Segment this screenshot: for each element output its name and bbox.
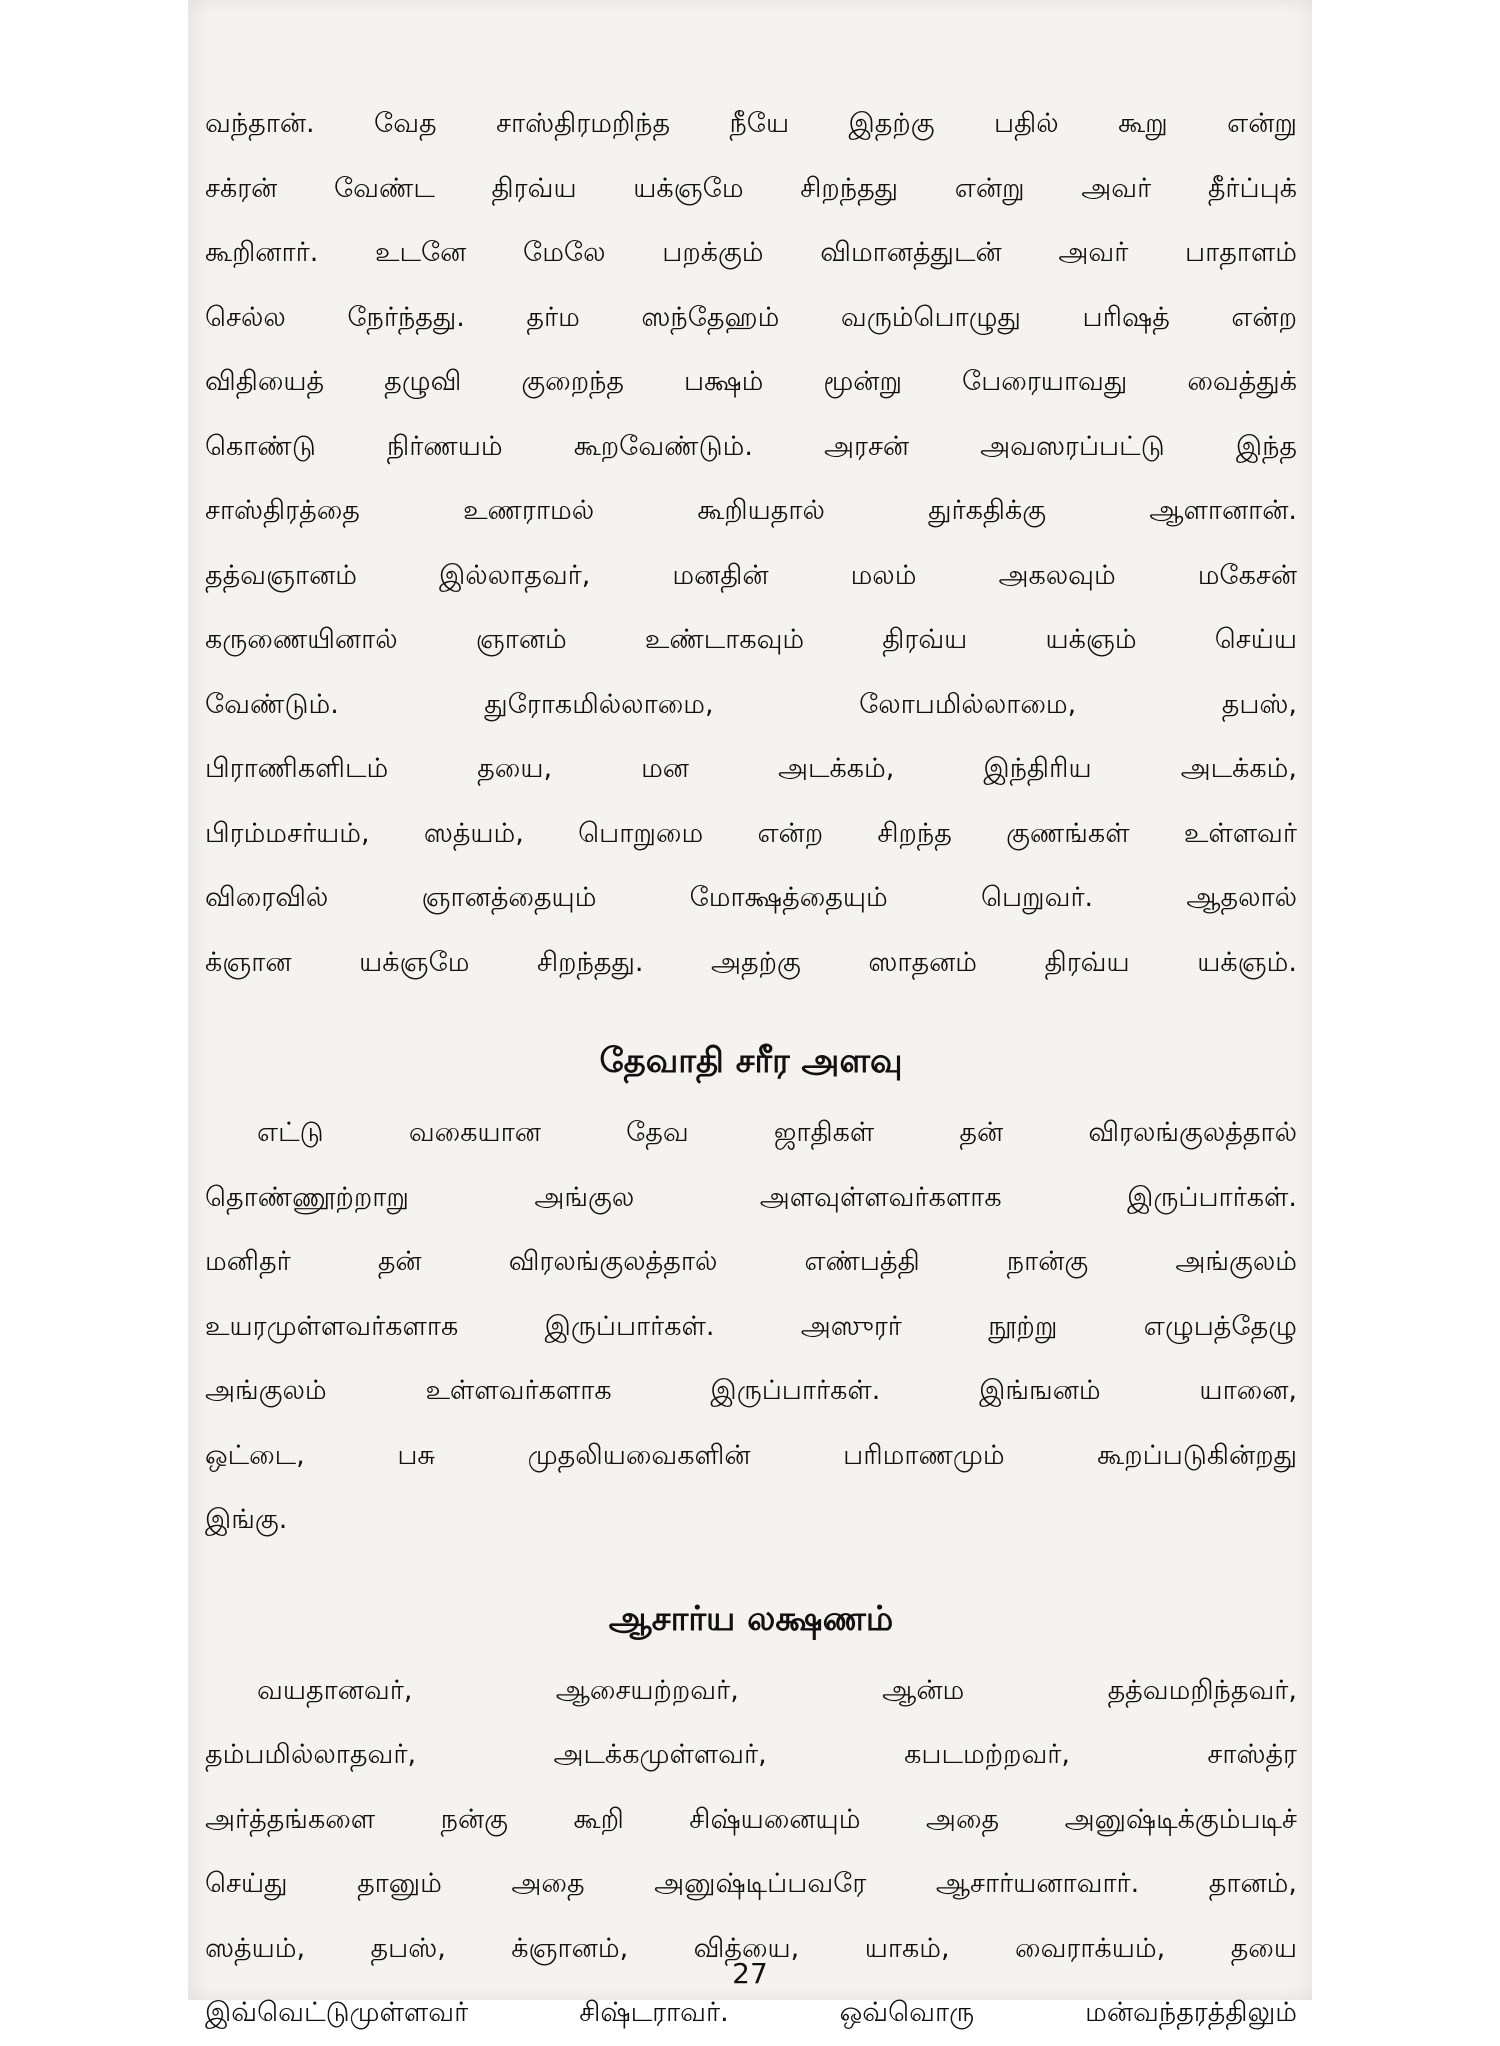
text-line: எட்டு வகையான தேவ ஜாதிகள் தன் விரலங்குலத்தால்: [257, 1117, 1297, 1148]
text-line: சக்ரன் வேண்ட திரவ்ய யக்ஞமே சிறந்தது என்று அவர் தீர்ப்புக்: [205, 172, 1297, 204]
page-number: 27: [732, 1957, 768, 1990]
text-line: இவ்வெட்டுமுள்ளவர் சிஷ்டராவர். ஒவ்வொரு மன்வந்தரத்திலும்: [205, 1997, 1297, 2028]
text-line: உயரமுள்ளவர்களாக இருப்பார்கள். அஸுரர் நூற்று எழுபத்தேழு: [205, 1310, 1297, 1342]
text-line: வந்தான். வேத சாஸ்திரமறிந்த நீயே இதற்கு பதில் கூறு என்று: [205, 108, 1297, 139]
section-heading: தேவாதி சரீர அளவு: [599, 1041, 903, 1081]
text-line: வேண்டும். துரோகமில்லாமை, லோபமில்லாமை, தபஸ்,: [205, 688, 1297, 720]
text-line: அங்குலம் உள்ளவர்களாக இருப்பார்கள். இங்ஙனம் யானை,: [205, 1375, 1297, 1406]
text-line: க்ஞான யக்ஞமே சிறந்தது. அதற்கு ஸாதனம் திரவ்ய யக்ஞம்.: [205, 946, 1297, 978]
text-line: அர்த்தங்களை நன்கு கூறி சிஷ்யனையும் அதை அனுஷ்டிக்கும்படிச்: [205, 1803, 1297, 1835]
text-line: ஸத்யம், தபஸ், க்ஞானம், வித்யை, யாகம், வைராக்யம், தயை: [205, 1932, 1297, 1964]
text-line: தத்வஞானம் இல்லாதவர், மனதின் மலம் அகலவும் மகேசன்: [205, 559, 1297, 591]
text-line: ஒட்டை, பசு முதலியவைகளின் பரிமாணமும் கூறப்படுகின்றது: [205, 1439, 1297, 1471]
text-line: தொண்ணூற்றாறு அங்குல அளவுள்ளவர்களாக இருப்பார்கள்.: [205, 1181, 1297, 1213]
text-line: இங்கு.: [205, 1504, 288, 1535]
section-heading: ஆசார்ய லக்ஷணம்: [608, 1598, 894, 1639]
section-deva-body-size: [205, 1021, 1297, 1553]
page-content: [205, 92, 1297, 2046]
text-line: செல்ல நேர்ந்தது. தர்ம ஸந்தேஹம் வரும்பொழுது பரிஷத் என்ற: [205, 301, 1297, 333]
text-line: பிராணிகளிடம் தயை, மன அடக்கம், இந்திரிய அடக்கம்,: [205, 753, 1297, 784]
text-line: செய்து தானும் அதை அனுஷ்டிப்பவரே ஆசார்யனாவார். தானம்,: [205, 1868, 1297, 1899]
text-line: வயதானவர், ஆசையற்றவர், ஆன்ம தத்வமறிந்தவர்,: [257, 1674, 1297, 1706]
text-line: பிரம்மசர்யம், ஸத்யம், பொறுமை என்ற சிறந்த குணங்கள் உள்ளவர்: [205, 817, 1297, 849]
text-line: கூறினார். உடனே மேலே பறக்கும் விமானத்துடன் அவர் பாதாளம்: [205, 237, 1297, 268]
section-paragraph-1: [205, 92, 1297, 995]
text-line: தம்பமில்லாதவர், அடக்கமுள்ளவர், கபடமற்றவர், சாஸ்த்ர: [205, 1739, 1297, 1770]
text-line: மனிதர் தன் விரலங்குலத்தால் எண்பத்தி நான்கு அங்குலம்: [205, 1246, 1297, 1277]
text-line: கருணையினால் ஞானம் உண்டாகவும் திரவ்ய யக்ஞம் செய்ய: [205, 624, 1297, 655]
text-line: விரைவில் ஞானத்தையும் மோக்ஷத்தையும் பெறுவர். ஆதலால்: [205, 882, 1297, 913]
text-line: கொண்டு நிர்ணயம் கூறவேண்டும். அரசன் அவஸரப்பட்டு இந்த: [205, 430, 1297, 462]
text-line: விதியைத் தழுவி குறைந்த பக்ஷம் மூன்று பேரையாவது வைத்துக்: [205, 366, 1297, 397]
text-line: சாஸ்திரத்தை உணராமல் கூறியதால் துர்கதிக்கு ஆளானான்.: [205, 495, 1297, 526]
